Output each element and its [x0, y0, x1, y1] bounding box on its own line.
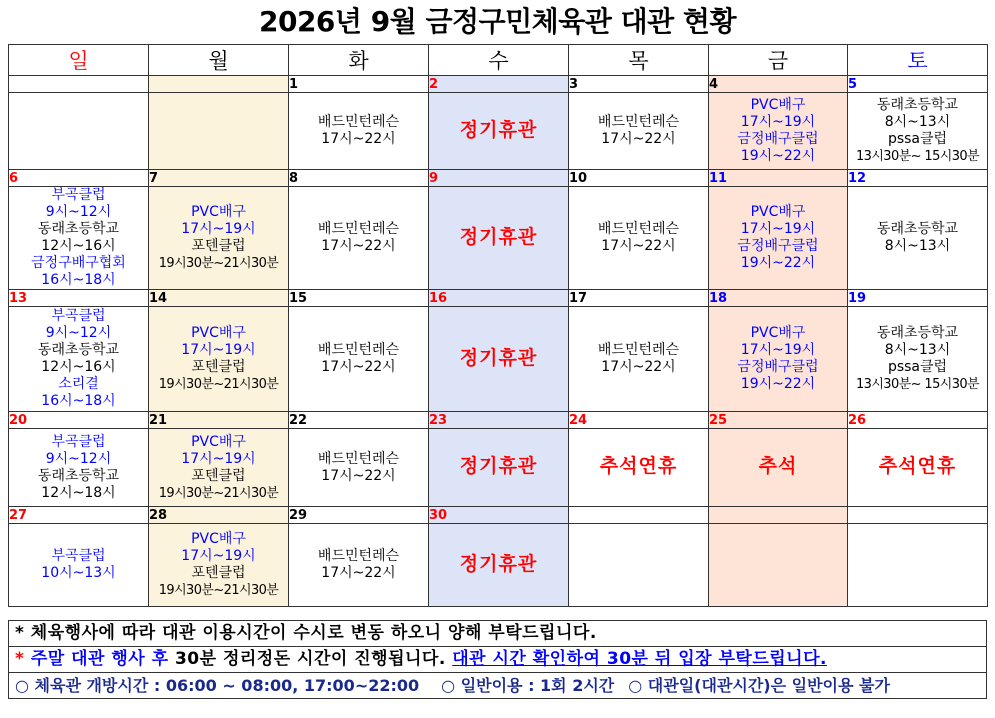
- date-number: 29: [289, 507, 429, 524]
- weekday-header-5: 금: [709, 45, 848, 76]
- schedule-entry: PVC배구: [191, 204, 246, 220]
- holiday-label: 추석연휴: [878, 455, 957, 477]
- schedule-cell: [429, 93, 569, 170]
- date-row: [9, 290, 988, 307]
- schedule-cell: [149, 307, 289, 412]
- schedule-entry: 포텐클럽: [191, 565, 246, 581]
- schedule-cell: [848, 307, 988, 412]
- schedule-cell: [289, 307, 429, 412]
- date-number: 19: [848, 290, 988, 307]
- date-number: [709, 507, 848, 524]
- schedule-cell: [9, 93, 149, 170]
- note-cleanup-text: 30분 정리정돈 시간이 진행됩니다.: [168, 649, 453, 669]
- rental-day-rule: ○ 대관일(대관시간)은 일반이용 불가: [628, 676, 890, 695]
- date-number: 13: [9, 290, 149, 307]
- schedule-entry: 17시~19시: [740, 221, 816, 237]
- schedule-cell: [709, 524, 848, 607]
- schedule-entry: 동래초등학교: [37, 221, 120, 237]
- schedule-entry: 부곡클럽: [51, 433, 106, 450]
- schedule-cell: [429, 429, 569, 507]
- schedule-row: [9, 429, 988, 507]
- schedule-entry: 9시~12시: [45, 450, 112, 467]
- schedule-cell: [569, 307, 709, 412]
- schedule-cell: [429, 524, 569, 607]
- date-number: 17: [569, 290, 709, 307]
- schedule-entry: PVC배구: [750, 325, 806, 341]
- schedule-entry: 19시30분~21시30분: [158, 377, 279, 392]
- schedule-entry: PVC배구: [191, 531, 246, 547]
- schedule-cell: [289, 429, 429, 507]
- date-number: [9, 76, 149, 93]
- schedule-entry: 16시~18시: [41, 272, 116, 288]
- date-number: 18: [709, 290, 848, 307]
- schedule-entry: 동래초등학교: [876, 325, 959, 341]
- schedule-entry: PVC배구: [750, 204, 806, 220]
- date-number: 7: [149, 170, 289, 187]
- schedule-entry: 16시~18시: [41, 393, 116, 409]
- schedule-cell: [149, 429, 289, 507]
- schedule-entry: 부곡클럽: [51, 308, 106, 324]
- notes-box: [8, 620, 987, 699]
- schedule-row: [9, 187, 988, 290]
- date-number: 26: [848, 412, 988, 429]
- date-number: 22: [289, 412, 429, 429]
- schedule-cell: [709, 187, 848, 290]
- date-row: [9, 507, 988, 524]
- schedule-entry: PVC배구: [191, 433, 246, 450]
- holiday-label: 정기휴관: [459, 552, 538, 575]
- schedule-entry: 포텐클럽: [191, 467, 246, 484]
- schedule-entry: 19시~22시: [740, 376, 816, 392]
- schedule-entry: 19시~22시: [740, 148, 816, 164]
- date-number: [569, 507, 709, 524]
- date-number: 28: [149, 507, 289, 524]
- schedule-cell: [149, 187, 289, 290]
- schedule-cell: [149, 524, 289, 607]
- schedule-cell: [9, 524, 149, 607]
- schedule-entry: 17시~22시: [601, 238, 676, 254]
- schedule-entry: 동래초등학교: [37, 342, 120, 358]
- schedule-entry: PVC배구: [750, 97, 806, 113]
- schedule-cell: [709, 429, 848, 507]
- schedule-cell: [9, 307, 149, 412]
- date-number: 16: [429, 290, 569, 307]
- schedule-entry: 19시30분~21시30분: [158, 256, 279, 271]
- schedule-row: [9, 307, 988, 412]
- date-number: 27: [9, 507, 149, 524]
- holiday-label: 정기휴관: [459, 118, 538, 141]
- schedule-cell: [289, 187, 429, 290]
- schedule-entry: 배드민턴레슨: [317, 548, 400, 564]
- schedule-entry: 17시~22시: [601, 359, 676, 375]
- schedule-entry: 19시~22시: [740, 255, 816, 271]
- date-number: 1: [289, 76, 429, 93]
- schedule-entry: 금정배구클럽: [737, 131, 819, 147]
- schedule-cell: [569, 524, 709, 607]
- date-number: 11: [709, 170, 848, 187]
- date-number: 6: [9, 170, 149, 187]
- holiday-label: 추석연휴: [599, 455, 678, 477]
- holiday-label: 추석: [758, 455, 798, 477]
- schedule-entry: 17시~19시: [181, 221, 256, 237]
- schedule-entry: 배드민턴레슨: [597, 114, 680, 130]
- schedule-entry: PVC배구: [191, 325, 246, 341]
- schedule-entry: 동래초등학교: [876, 221, 959, 237]
- weekday-header-row: [9, 45, 988, 76]
- weekday-header-2: 화: [289, 45, 429, 76]
- schedule-entry: 소리결: [58, 376, 99, 392]
- schedule-entry: 배드민턴레슨: [597, 221, 680, 237]
- date-number: 8: [289, 170, 429, 187]
- schedule-entry: 12시~16시: [41, 359, 116, 375]
- schedule-entry: 9시~12시: [45, 204, 112, 220]
- schedule-cell: [848, 429, 988, 507]
- schedule-entry: 13시30분~ 15시30분: [855, 377, 980, 392]
- schedule-cell: [149, 93, 289, 170]
- schedule-entry: 17시~19시: [181, 342, 256, 358]
- date-number: 25: [709, 412, 848, 429]
- date-row: [9, 412, 988, 429]
- date-number: 30: [429, 507, 569, 524]
- schedule-entry: 17시~19시: [181, 548, 256, 564]
- schedule-cell: [709, 307, 848, 412]
- schedule-entry: 배드민턴레슨: [317, 342, 400, 358]
- schedule-entry: 17시~22시: [601, 131, 676, 147]
- weekday-header-0: 일: [9, 45, 149, 76]
- weekday-header-1: 월: [149, 45, 289, 76]
- schedule-cell: [429, 187, 569, 290]
- note-opening-info: [9, 672, 986, 698]
- schedule-cell: [9, 187, 149, 290]
- schedule-cell: [569, 93, 709, 170]
- note-bullet: *: [15, 649, 31, 669]
- schedule-entry: 8시~13시: [884, 342, 951, 358]
- schedule-cell: [709, 93, 848, 170]
- schedule-entry: 17시~22시: [321, 131, 396, 147]
- schedule-entry: 17시~22시: [321, 359, 396, 375]
- schedule-entry: 19시30분~21시30분: [158, 485, 279, 501]
- calendar-table: [8, 44, 988, 607]
- schedule-row: [9, 93, 988, 170]
- opening-hours: ○ 체육관 개방시간 : 06:00 ~ 08:00, 17:00~22:00: [15, 676, 420, 695]
- schedule-cell: [569, 187, 709, 290]
- schedule-row: [9, 524, 988, 607]
- date-number: [848, 507, 988, 524]
- schedule-entry: 19시30분~21시30분: [158, 583, 279, 598]
- schedule-entry: 금정배구클럽: [737, 238, 819, 254]
- holiday-label: 정기휴관: [459, 346, 538, 369]
- date-number: 10: [569, 170, 709, 187]
- holiday-label: 정기휴관: [459, 225, 538, 248]
- schedule-entry: pssa클럽: [887, 131, 948, 147]
- schedule-entry: pssa클럽: [887, 359, 948, 375]
- date-number: 2: [429, 76, 569, 93]
- schedule-entry: 12시~18시: [41, 484, 116, 501]
- schedule-entry: 동래초등학교: [37, 467, 120, 484]
- schedule-entry: 배드민턴레슨: [317, 114, 400, 130]
- schedule-cell: [848, 93, 988, 170]
- date-number: 21: [149, 412, 289, 429]
- date-number: [149, 76, 289, 93]
- note-entry-text: 30분 뒤 입장 부탁드립니다.: [600, 649, 827, 669]
- schedule-entry: 금정배구클럽: [737, 359, 819, 375]
- schedule-entry: 8시~13시: [884, 238, 951, 254]
- schedule-entry: 포텐클럽: [191, 238, 246, 254]
- schedule-cell: [848, 187, 988, 290]
- schedule-entry: 배드민턴레슨: [317, 450, 400, 467]
- schedule-entry: 17시~19시: [740, 114, 816, 130]
- schedule-entry: 17시~22시: [321, 238, 396, 254]
- schedule-entry: 8시~13시: [884, 114, 951, 130]
- schedule-entry: 포텐클럽: [191, 359, 246, 375]
- schedule-entry: 금정구배구협회: [31, 255, 126, 271]
- schedule-entry: 12시~16시: [41, 238, 116, 254]
- date-number: 9: [429, 170, 569, 187]
- schedule-entry: 배드민턴레슨: [597, 342, 680, 358]
- general-use: ○ 일반이용 : 1회 2시간: [441, 676, 615, 695]
- schedule-entry: 17시~22시: [321, 565, 396, 581]
- weekday-header-4: 목: [569, 45, 709, 76]
- date-row: [9, 76, 988, 93]
- schedule-cell: [9, 429, 149, 507]
- schedule-cell: [289, 93, 429, 170]
- date-number: 24: [569, 412, 709, 429]
- schedule-entry: 배드민턴레슨: [317, 221, 400, 237]
- note-cleanup-time: [9, 646, 986, 672]
- schedule-cell: [569, 429, 709, 507]
- date-number: 14: [149, 290, 289, 307]
- date-number: 23: [429, 412, 569, 429]
- schedule-entry: 부곡클럽: [51, 548, 106, 564]
- date-number: 15: [289, 290, 429, 307]
- note-weekend-event: 주말 대관 행사 후: [30, 649, 169, 669]
- date-row: [9, 170, 988, 187]
- date-number: 5: [848, 76, 988, 93]
- schedule-entry: 17시~19시: [740, 342, 816, 358]
- schedule-entry: 17시~19시: [181, 450, 256, 467]
- schedule-entry: 동래초등학교: [876, 97, 959, 113]
- date-number: 3: [569, 76, 709, 93]
- schedule-cell: [429, 307, 569, 412]
- schedule-entry: 17시~22시: [321, 467, 396, 484]
- date-number: 4: [709, 76, 848, 93]
- schedule-entry: 13시30분~ 15시30분: [855, 149, 980, 164]
- page-title: 2026년 9월 금정구민체육관 대관 현황: [258, 5, 737, 38]
- schedule-cell: [289, 524, 429, 607]
- date-number: 12: [848, 170, 988, 187]
- schedule-cell: [848, 524, 988, 607]
- schedule-entry: 10시~13시: [41, 565, 116, 581]
- schedule-entry: 9시~12시: [45, 325, 112, 341]
- date-number: 20: [9, 412, 149, 429]
- note-schedule-change: * 체육행사에 따라 대관 이용시간이 수시로 변동 하오니 양해 부탁드립니다.: [9, 620, 986, 646]
- holiday-label: 정기휴관: [459, 455, 538, 477]
- weekday-header-6: 토: [848, 45, 988, 76]
- schedule-entry: 부곡클럽: [51, 187, 106, 203]
- weekday-header-3: 수: [429, 45, 569, 76]
- note-check-time: 대관 시간 확인하여: [452, 649, 601, 669]
